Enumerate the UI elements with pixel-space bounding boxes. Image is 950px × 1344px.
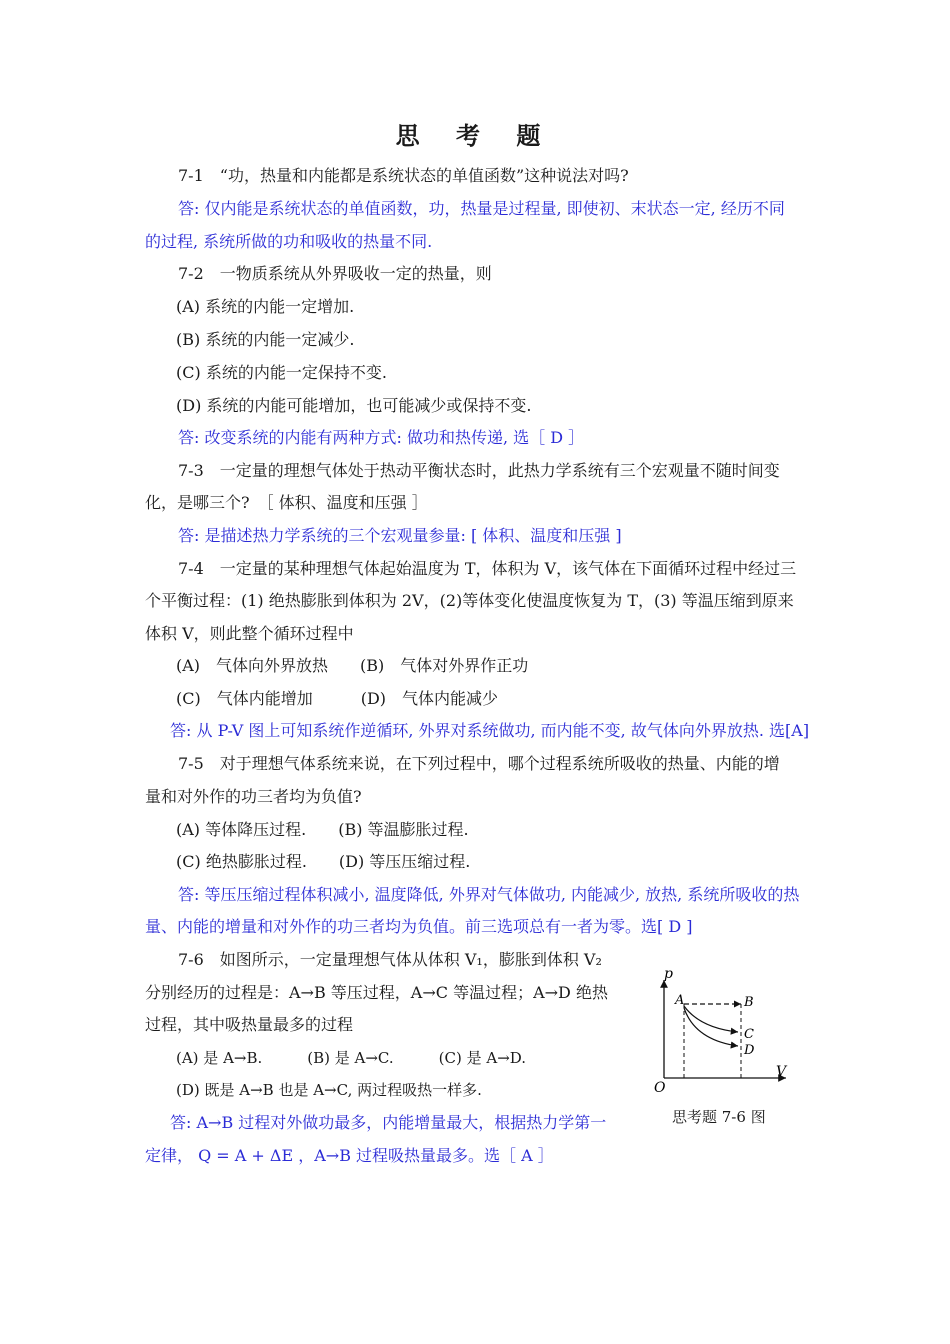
option-7-2-c: (C) 系统的内能一定保持不变. — [176, 363, 387, 382]
answer-7-3: 答: 是描述热力学系统的三个宏观量参量: [ 体积、温度和压强 ] — [178, 526, 622, 545]
options-7-5-ab: (A) 等体降压过程. (B) 等温膨胀过程. — [176, 820, 469, 839]
page-title: 思 考 题 — [395, 121, 555, 150]
answer-7-5-line2: 量、内能的增量和对外作的功三者均为负值。前三选项总有一者为零。选[ D ] — [145, 917, 693, 936]
option-7-2-b: (B) 系统的内能一定减少. — [176, 330, 355, 349]
p-label: p — [664, 966, 673, 982]
question-7-5-line2: 量和对外作的功三者均为负值? — [145, 787, 362, 806]
answer-7-6-line1: 答: A→B 过程对外做功最多，内能增量最大，根据热力学第一 — [170, 1113, 607, 1132]
answer-7-5-line1: 答: 等压压缩过程体积减小, 温度降低, 外界对气体做功, 内能减少, 放热, 系统所吸收的热 — [178, 885, 800, 904]
point-a-label: A — [675, 993, 685, 1008]
origin-label: O — [654, 1080, 666, 1096]
answer-7-1-line2: 的过程, 系统所做的功和吸收的热量不同. — [145, 232, 433, 251]
question-7-4-line3: 体积 V，则此整个循环过程中 — [145, 624, 354, 643]
options-7-5-cd: (C) 绝热膨胀过程. (D) 等压压缩过程. — [176, 852, 471, 871]
question-7-2: 7-2 一物质系统从外界吸收一定的热量，则 — [178, 264, 492, 283]
point-d-label: D — [744, 1043, 755, 1058]
v-label: V — [776, 1064, 787, 1080]
adiabatic-ad — [684, 1008, 738, 1046]
question-7-3-line2: 化，是哪三个? ［ 体积、温度和压强 ］ — [145, 493, 428, 512]
question-7-6-line3: 过程，其中吸热量最多的过程 — [145, 1015, 354, 1034]
question-7-6-line2: 分别经历的过程是：A→B 等压过程，A→C 等温过程；A→D 绝热 — [145, 983, 608, 1002]
question-7-1: 7-1 “功，热量和内能都是系统状态的单值函数”这种说法对吗? — [178, 166, 629, 185]
question-7-4-line2: 个平衡过程：(1) 绝热膨胀到体积为 2V，(2)等体变化使温度恢复为 T，(3) 等温压缩到原来 — [145, 591, 794, 610]
figure-caption: 思考题 7-6 图 — [672, 1108, 766, 1126]
answer-7-4: 答: 从 P-V 图上可知系统作逆循环, 外界对系统做功, 而内能不变, 故气体向外界放热. 选[A] — [170, 721, 810, 740]
point-c-label: C — [744, 1027, 754, 1042]
option-7-2-d: (D) 系统的内能可能增加，也可能减少或保持不变. — [176, 396, 532, 415]
option-7-6-d: (D) 既是 A→B 也是 A→C, 两过程吸热一样多. — [176, 1081, 482, 1099]
question-7-4-line1: 7-4 一定量的某种理想气体起始温度为 T，体积为 V，该气体在下面循环过程中经过三 — [178, 559, 797, 578]
isothermal-ac — [684, 1006, 738, 1032]
question-7-5-line1: 7-5 对于理想气体系统来说，在下列过程中，哪个过程系统所吸收的热量、内能的增 — [178, 754, 780, 773]
question-7-6-line1: 7-6 如图所示，一定量理想气体从体积 V₁，膨胀到体积 V₂ — [178, 950, 602, 969]
options-7-4-ab: (A) 气体向外界放热 (B) 气体对外界作正功 — [176, 656, 529, 675]
options-7-6-abc: (A) 是 A→B. (B) 是 A→C. (C) 是 A→D. — [176, 1049, 527, 1067]
answer-7-1-line1: 答: 仅内能是系统状态的单值函数，功，热量是过程量, 即使初、末状态一定, 经历不同 — [178, 199, 785, 218]
option-7-2-a: (A) 系统的内能一定增加. — [176, 297, 355, 316]
point-b-label: B — [744, 995, 754, 1010]
answer-7-2: 答: 改变系统的内能有两种方式: 做功和热传递, 选［ D ］ — [178, 428, 585, 447]
pv-diagram — [640, 966, 800, 1101]
options-7-4-cd: (C) 气体内能增加 (D) 气体内能减少 — [176, 689, 499, 708]
answer-7-6-line2: 定律， Q = A + ΔE ，A→B 过程吸热量最多。选［ A ］ — [145, 1146, 554, 1165]
question-7-3-line1: 7-3 一定量的理想气体处于热动平衡状态时，此热力学系统有三个宏观量不随时间变 — [178, 461, 780, 480]
